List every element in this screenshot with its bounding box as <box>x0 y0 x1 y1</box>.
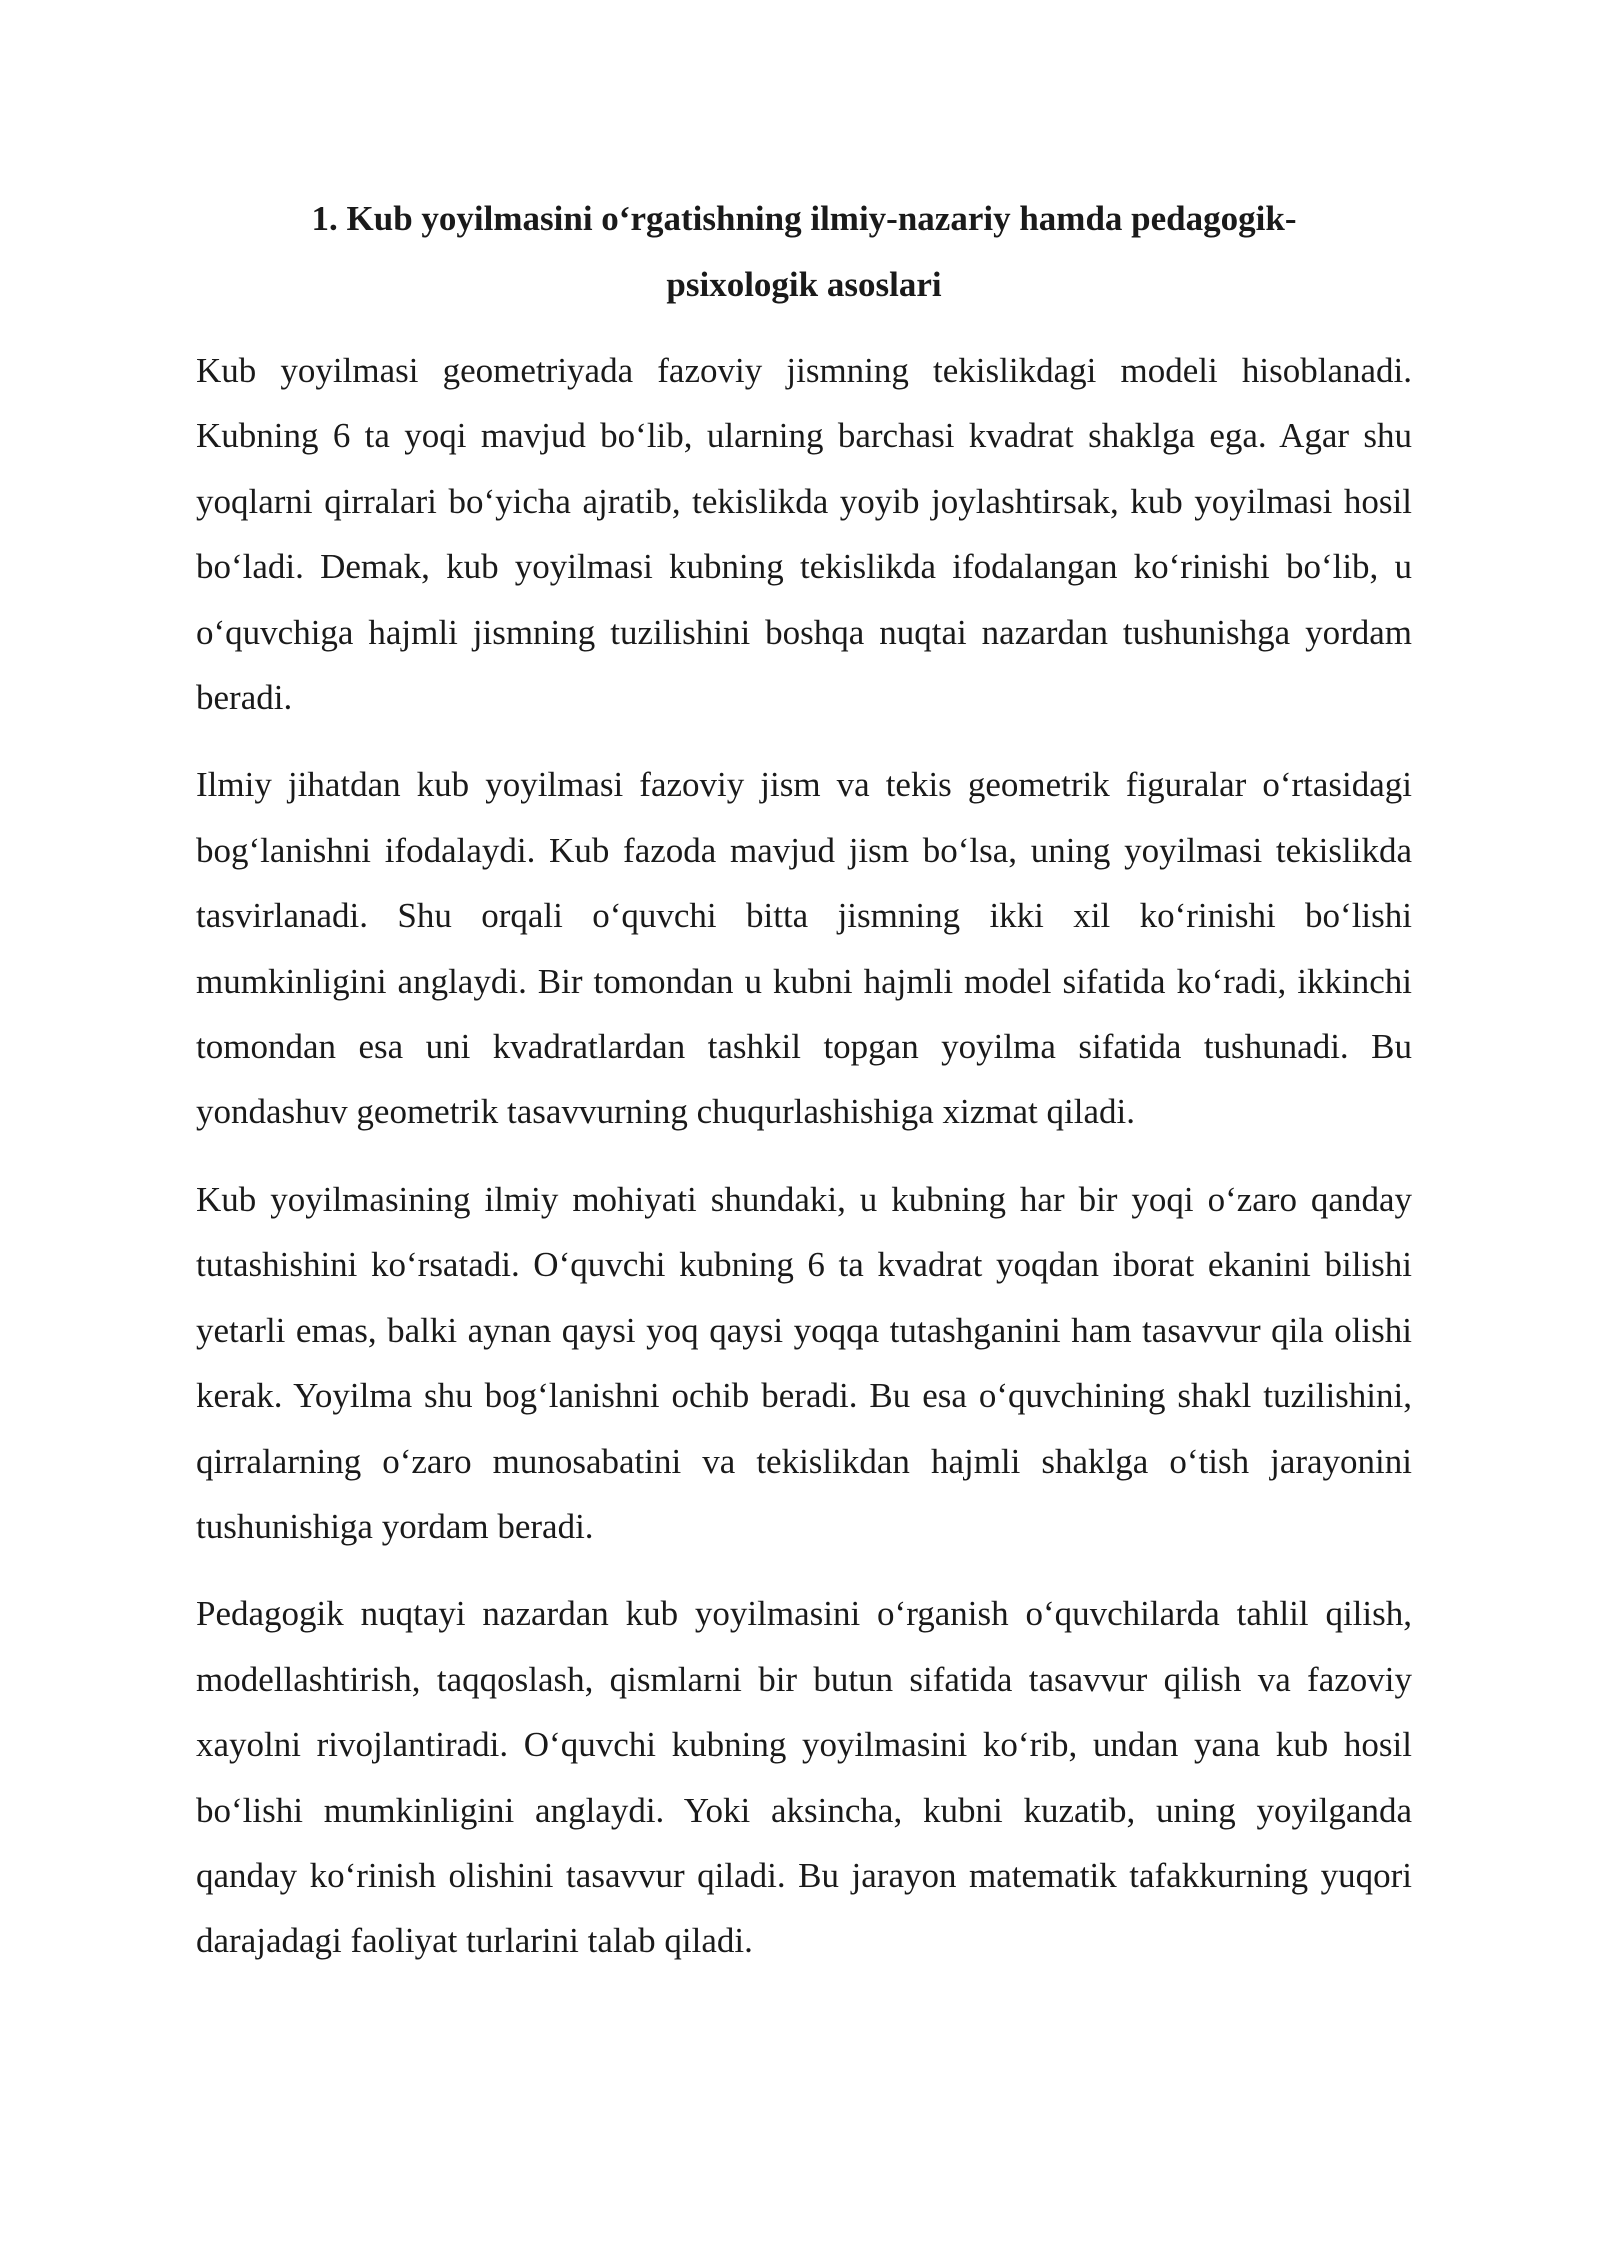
document-body <box>196 186 1412 1996</box>
paragraph-3: Kub yoyilmasining ilmiy mohiyati shundaki, u kubning har bir yoqi o‘zaro qanday tutashishini ko‘rsatadi. O‘quvchi kubning 6 ta kvadrat yoqdan iborat ekanini bilishi yetarli emas, balki aynan qaysi yoq qaysi yoqqa tutashganini ham tasavvur qila olishi kerak. Yoyilma shu bog‘lanishni ochib beradi. Bu esa o‘quvchining shakl tuzilishini, qirralarning o‘zaro munosabatini va tekislikdan hajmli shaklga o‘tish jarayonini tushunishiga yordam beradi. <box>196 1179 1412 1546</box>
paragraph-1: Kub yoyilmasi geometriyada fazoviy jismning tekislikdagi modeli hisoblanadi. Kubning 6 ta yoqi mavjud bo‘lib, ularning barchasi kvadrat shaklga ega. Agar shu yoqlarni qirralari bo‘yicha ajratib, tekislikda yoyib joylashtirsak, kub yoyilmasi hosil bo‘ladi. Demak, kub yoyilmasi kubning tekislikda ifodalangan ko‘rinishi bo‘lib, u o‘quvchiga hajmli jismning tuzilishini boshqa nuqtai nazardan tushunishga yordam beradi. <box>196 351 1412 718</box>
section-heading: 1. Kub yoyilmasini o‘rgatishning ilmiy-nazariy hamda pedagogik-psixologik asoslari <box>311 199 1297 304</box>
paragraph-4: Pedagogik nuqtayi nazardan kub yoyilmasini o‘rganish o‘quvchilarda tahlil qilish, modellashtirish, taqqoslash, qismlarni bir butun sifatida tasavvur qilish va fazoviy xayolni rivojlantiradi. O‘quvchi kubning yoyilmasini ko‘rib, undan yana kub hosil bo‘lishi mumkinligini anglaydi. Yoki aksincha, kubni kuzatib, uning yoyilganda qanday ko‘rinish olishini tasavvur qiladi. Bu jarayon matematik tafakkurning yuqori darajadagi faoliyat turlarini talab qiladi. <box>196 1594 1412 1961</box>
paragraph-2: Ilmiy jihatdan kub yoyilmasi fazoviy jism va tekis geometrik figuralar o‘rtasidagi bog‘lanishni ifodalaydi. Kub fazoda mavjud jism bo‘lsa, uning yoyilmasi tekislikda tasvirlanadi. Shu orqali o‘quvchi bitta jismning ikki xil ko‘rinishi bo‘lishi mumkinligini anglaydi. Bir tomondan u kubni hajmli model sifatida ko‘radi, ikkinchi tomondan esa uni kvadratlardan tashkil topgan yoyilma sifatida tushunadi. Bu yondashuv geometrik tasavvurning chuqurlashishiga xizmat qiladi. <box>196 765 1412 1132</box>
